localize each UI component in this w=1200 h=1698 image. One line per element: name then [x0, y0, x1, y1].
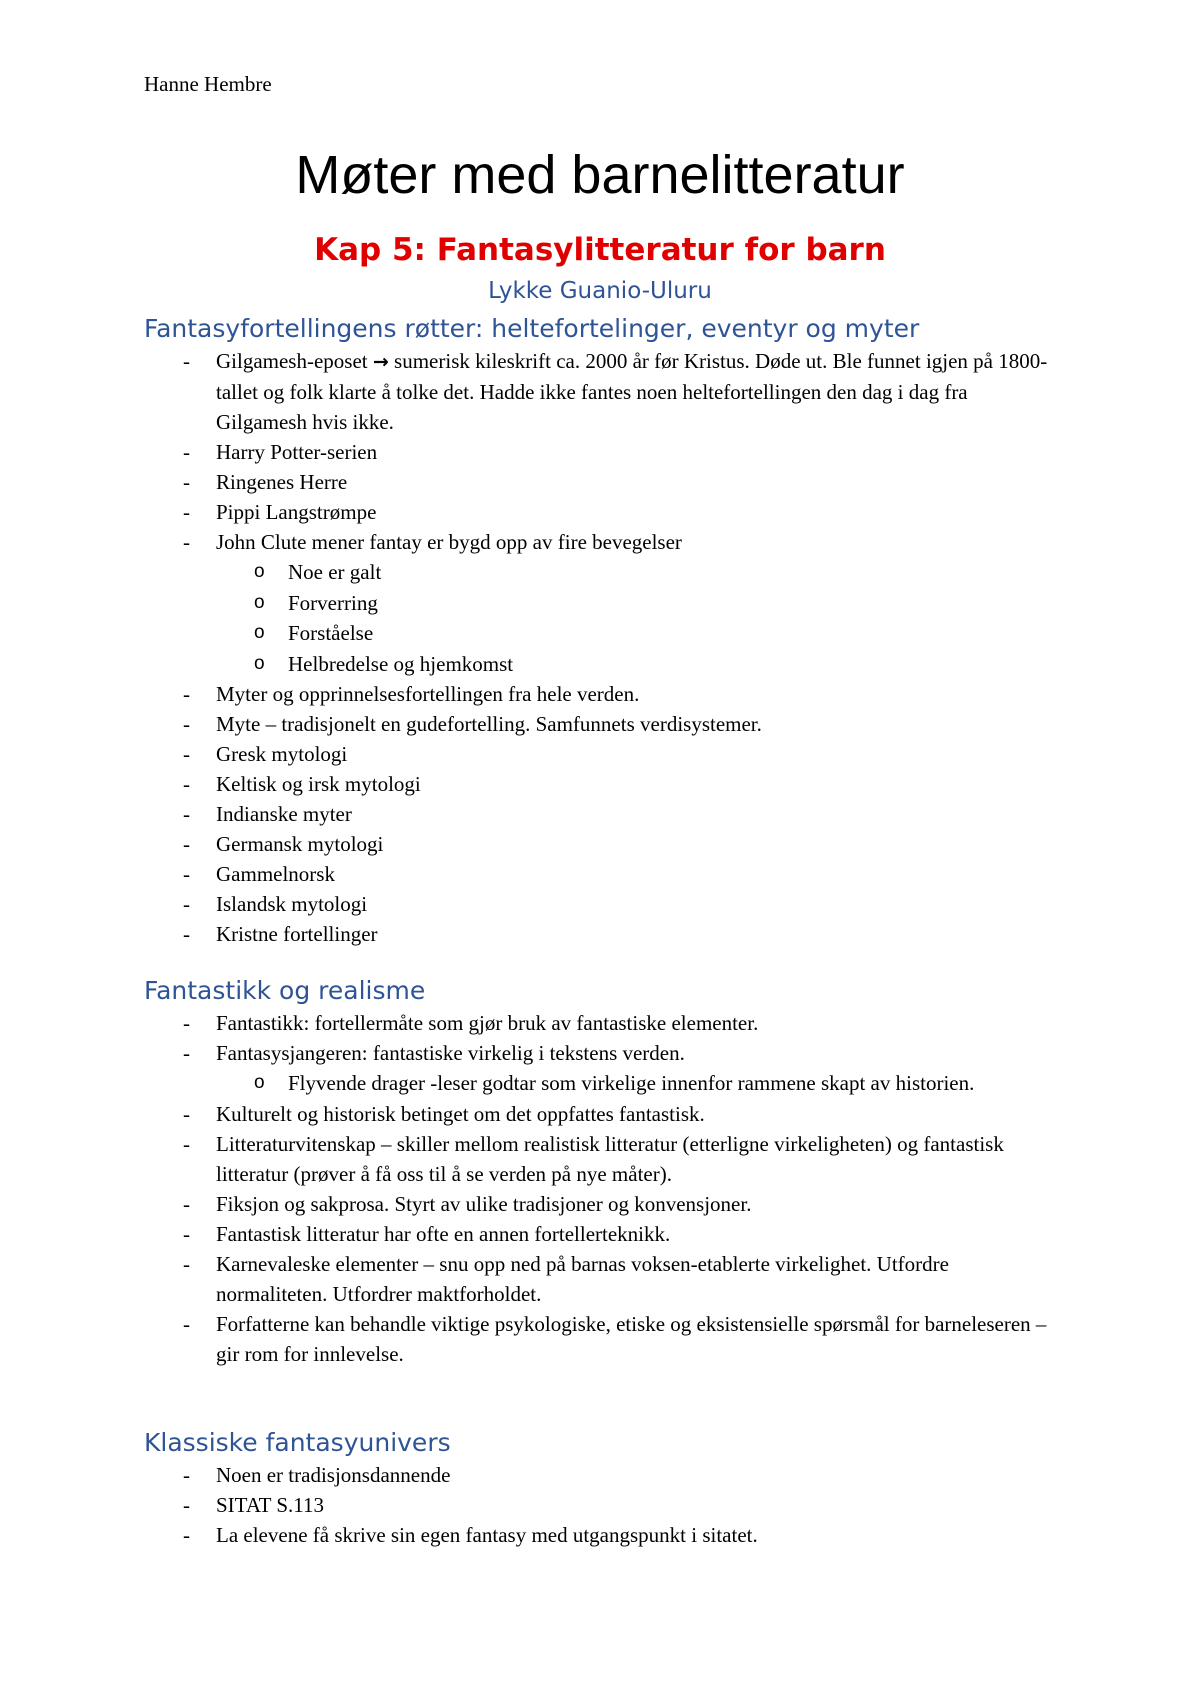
list-item [0, 1099, 1200, 1129]
list-item [0, 467, 1200, 497]
dash-bullet: - [183, 712, 190, 736]
list-item [0, 497, 1200, 527]
bullet-list [0, 1008, 1200, 1369]
dash-bullet: - [183, 742, 190, 766]
circle-bullet: o [254, 561, 265, 582]
list-item-text: Harry Potter-serien [216, 440, 378, 464]
dash-bullet: - [183, 1221, 190, 1246]
sub-list-item-text: Flyvende drager -leser godtar som virkelige innenfor rammene skapt av historien. [288, 1071, 975, 1095]
dash-bullet: - [183, 802, 190, 826]
bullet-list [0, 1460, 1200, 1550]
list-item-text: Noen er tradisjonsdannende [216, 1463, 451, 1487]
list-item-text: sumerisk kileskrift ca. 2000 år før Kristus. Døde ut. Ble funnet igjen på 1800-tallet og folk klarte å tolke det. Hadde ikke fantes noen heltefortellingen den dag i dag fra Gilgamesh hvis ikke. [216, 349, 1048, 434]
list-item [0, 346, 1200, 437]
dash-bullet: - [183, 1523, 190, 1547]
dash-bullet: - [183, 682, 190, 706]
dash-bullet: - [183, 470, 190, 494]
list-item [0, 1008, 1200, 1038]
dash-bullet: - [183, 349, 190, 373]
dash-bullet: - [183, 1041, 190, 1065]
circle-bullet: o [254, 1072, 265, 1093]
list-item-text: Kristne fortellinger [216, 922, 378, 946]
dash-bullet: - [183, 1251, 190, 1276]
list-item [0, 769, 1200, 799]
dash-bullet: - [183, 772, 190, 796]
list-item [0, 1219, 1200, 1249]
sub-list-item-text: Forverring [288, 590, 378, 615]
dash-bullet: - [183, 440, 190, 464]
sub-list-item-text: Helbredelse og hjemkomst [288, 651, 514, 676]
list-item-text: SITAT S.113 [216, 1493, 325, 1517]
list-item [0, 829, 1200, 859]
list-item [0, 1189, 1200, 1219]
dash-bullet: - [183, 1311, 190, 1336]
list-item-text: Fantastikk: fortellermåte som gjør bruk av fantastiske elementer. [216, 1011, 759, 1035]
chapter-author: Lykke Guanio-Uluru [488, 278, 712, 304]
list-item-text: Ringenes Herre [216, 470, 348, 494]
section-heading: Fantasyfortellingens røtter: heltefortelinger, eventyr og myter [144, 314, 920, 343]
list-item [0, 437, 1200, 467]
list-item-text: Litteraturvitenskap – skiller mellom realistisk litteratur (etterligne virkeligheten) og fantastisk litteratur (prøver å få oss til å se verden på nye måter). [216, 1131, 1004, 1186]
section-heading: Klassiske fantasyunivers [144, 1428, 451, 1457]
sub-list [216, 557, 1060, 679]
list-item [0, 1038, 1200, 1099]
list-item [0, 889, 1200, 919]
document-title: Møter med barnelitteratur [295, 145, 905, 205]
header-author: Hanne Hembre [144, 72, 272, 96]
list-item [0, 527, 1200, 679]
dash-bullet: - [183, 530, 190, 554]
sub-list-item [216, 557, 1060, 588]
sub-list-item [216, 618, 1060, 649]
list-item-text: Forfatterne kan behandle viktige psykologiske, etiske og eksistensielle spørsmål for barneleseren – gir rom for innlevelse. [216, 1311, 1047, 1366]
list-item [0, 859, 1200, 889]
list-item [0, 739, 1200, 769]
list-item-text: Indianske myter [216, 802, 352, 826]
list-item-text: La elevene få skrive sin egen fantasy med utgangspunkt i sitatet. [216, 1523, 758, 1547]
list-item [0, 799, 1200, 829]
list-item [0, 679, 1200, 709]
sub-list [216, 1068, 1060, 1099]
chapter-title: Kap 5: Fantasylitteratur for barn [314, 232, 886, 268]
list-item [0, 1520, 1200, 1550]
circle-bullet: o [254, 622, 265, 643]
dash-bullet: - [183, 922, 190, 946]
list-item [0, 1309, 1200, 1369]
list-item [0, 919, 1200, 949]
list-item [0, 1490, 1200, 1520]
dash-bullet: - [183, 832, 190, 856]
list-item-text: Pippi Langstrømpe [216, 500, 377, 524]
dash-bullet: - [183, 1463, 190, 1487]
sub-list-item-text: Noe er galt [288, 560, 382, 584]
dash-bullet: - [183, 892, 190, 916]
circle-bullet: o [254, 652, 265, 674]
arrow-right-icon: → [372, 351, 389, 373]
list-item-text: Kulturelt og historisk betinget om det oppfattes fantastisk. [216, 1101, 705, 1126]
section-heading: Fantastikk og realisme [144, 976, 426, 1005]
list-item-text: Germansk mytologi [216, 832, 384, 856]
list-item-text: Gammelnorsk [216, 862, 335, 886]
dash-bullet: - [183, 1191, 190, 1216]
sub-list-item-text: Forståelse [288, 621, 374, 645]
list-item-text: Myter og opprinnelsesfortellingen fra hele verden. [216, 682, 640, 706]
list-item-text: Myte – tradisjonelt en gudefortelling. Samfunnets verdisystemer. [216, 712, 762, 736]
section-classic-universes [0, 1426, 1200, 1550]
dash-bullet: - [183, 1011, 190, 1035]
bullet-list [0, 346, 1200, 949]
list-item-text: Gresk mytologi [216, 742, 348, 766]
dash-bullet: - [183, 1493, 190, 1517]
circle-bullet: o [254, 591, 265, 613]
list-item [0, 1249, 1200, 1309]
list-item-text: Karnevaleske elementer – snu opp ned på barnas voksen-etablerte virkelighet. Utfordre normaliteten. Utfordrer maktforholdet. [216, 1251, 949, 1306]
section-fantastic-realism [0, 974, 1200, 1369]
dash-bullet: - [183, 500, 190, 524]
list-item [0, 1460, 1200, 1490]
list-item-text: Fantasysjangeren: fantastiske virkelig i tekstens verden. [216, 1041, 685, 1065]
sub-list-item [216, 588, 1060, 619]
list-item-text: Islandsk mytologi [216, 892, 368, 916]
section-roots [0, 312, 1200, 949]
list-item-text: Fantastisk litteratur har ofte en annen fortellerteknikk. [216, 1221, 671, 1246]
dash-bullet: - [183, 862, 190, 886]
sub-list-item [216, 649, 1060, 680]
list-item [0, 709, 1200, 739]
list-item [0, 1129, 1200, 1189]
sub-list-item [216, 1068, 1060, 1099]
list-item-text: John Clute mener fantay er bygd opp av fire bevegelser [216, 530, 682, 554]
list-item-text: Gilgamesh-eposet [216, 349, 373, 373]
dash-bullet: - [183, 1101, 190, 1126]
list-item-text: Fiksjon og sakprosa. Styrt av ulike tradisjoner og konvensjoner. [216, 1191, 752, 1216]
list-item-text: Keltisk og irsk mytologi [216, 772, 421, 796]
dash-bullet: - [183, 1131, 190, 1156]
